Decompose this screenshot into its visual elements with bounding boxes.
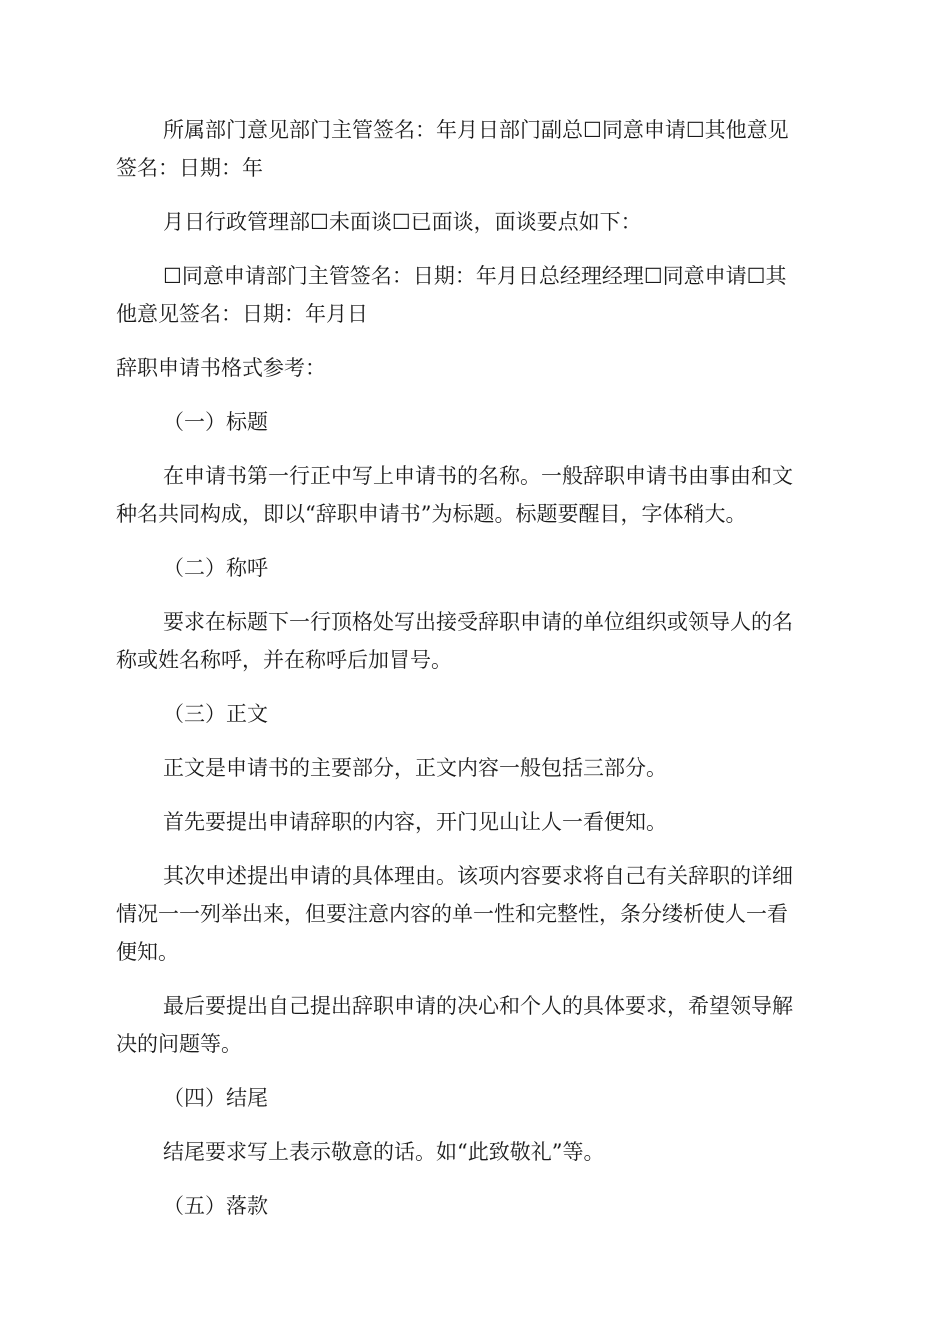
paragraph-line: 情况一一列举出来，但要注意内容的单一性和完整性，条分缕析使人一看 (116, 902, 788, 926)
paragraph-line: 决的问题等。 (116, 1032, 242, 1056)
paragraph-line: 便知。 (116, 940, 179, 964)
paragraph-line: 其次申述提出申请的具体理由。该项内容要求将自己有关辞职的详细 (163, 864, 793, 888)
paragraph-line: 辞职申请书格式参考： (116, 356, 326, 380)
section-heading: （五）落款 (163, 1194, 268, 1218)
section-heading: （一）标题 (163, 410, 268, 434)
paragraph-line: 最后要提出自己提出辞职申请的决心和个人的具体要求，希望领导解 (163, 994, 793, 1018)
paragraph-line: 他意见签名：日期：年月日 (116, 302, 368, 326)
paragraph-line: 要求在标题下一行顶格处写出接受辞职申请的单位组织或领导人的名 (163, 610, 793, 634)
section-heading: （三）正文 (163, 702, 268, 726)
paragraph-line: 结尾要求写上表示敬意的话。如“此致敬礼”等。 (163, 1140, 605, 1164)
paragraph-line: 签名：日期：年 (116, 156, 263, 180)
section-heading: （二）称呼 (163, 556, 268, 580)
paragraph-line: ☐同意申请部门主管签名：日期：年月日总经理经理☐同意申请☐其 (163, 264, 787, 288)
paragraph-line: 首先要提出申请辞职的内容，开门见山让人一看便知。 (163, 810, 667, 834)
paragraph-line: 称或姓名称呼，并在称呼后加冒号。 (116, 648, 452, 672)
section-heading: （四）结尾 (163, 1086, 268, 1110)
paragraph-line: 在申请书第一行正中写上申请书的名称。一般辞职申请书由事由和文 (163, 464, 793, 488)
paragraph-line: 月日行政管理部☐未面谈☐已面谈，面谈要点如下： (163, 210, 642, 234)
paragraph-line: 种名共同构成，即以“辞职申请书”为标题。标题要醒目，字体稍大。 (116, 502, 747, 526)
paragraph-line: 正文是申请书的主要部分，正文内容一般包括三部分。 (163, 756, 667, 780)
paragraph-line: 所属部门意见部门主管签名：年月日部门副总☐同意申请☐其他意见 (163, 118, 789, 142)
